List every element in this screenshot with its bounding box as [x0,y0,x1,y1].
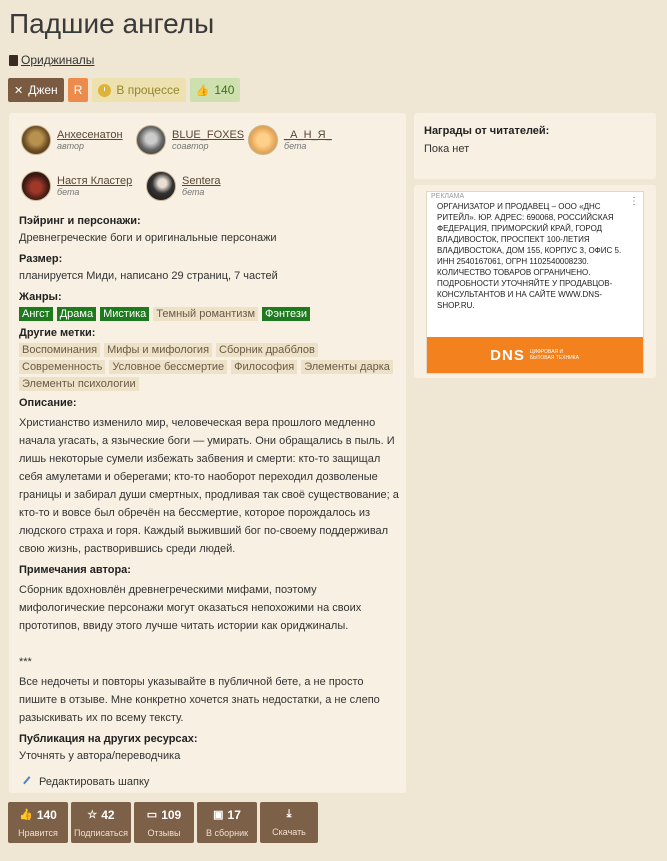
author-role: бета [182,187,205,197]
tag-item[interactable]: Сборник драбблов [216,343,318,357]
tag-item[interactable]: Воспоминания [19,343,100,357]
star-icon: ☆ [87,809,98,821]
work-header-panel [9,113,406,793]
author-role: соавтор [172,141,209,151]
genres-label: Жанры: [19,291,62,303]
like-button[interactable]: 👍 140 Нравится [8,802,68,843]
avatar[interactable] [21,125,51,155]
author-role: автор [57,141,85,151]
author-item[interactable] [21,171,132,201]
author-name[interactable]: Sentera [182,175,221,187]
subscribe-button[interactable]: ☆ 42 Подписаться [71,802,131,843]
advertisement-banner[interactable] [426,191,644,374]
ad-brand-bar [427,337,643,373]
avatar[interactable] [248,125,278,155]
reader-awards-panel [414,113,656,179]
genres-list [19,307,399,321]
avatar[interactable] [136,125,166,155]
genre-tag[interactable]: Ангст [19,307,53,321]
fandom-name[interactable]: Ориджиналы [21,53,95,67]
rating-badge[interactable]: R [68,78,89,102]
genre-tag[interactable]: Фэнтези [262,307,310,321]
author-item[interactable] [21,125,123,155]
genre-tag[interactable]: Темный романтизм [153,307,258,321]
more-options-icon[interactable]: ⋮ [629,196,639,207]
publication-label: Публикация на других ресурсах: [19,733,198,745]
ad-tagline: ЦИФРОВАЯ И БЫТОВАЯ ТЕХНИКА [529,349,579,361]
direction-icon: ✕ [14,84,24,97]
size-label: Размер: [19,253,63,265]
work-info [19,213,399,791]
author-item[interactable] [146,171,221,201]
tag-item[interactable]: Современность [19,360,105,374]
description-label: Описание: [19,397,77,409]
page-title: Падшие ангелы [9,8,215,39]
description-text: Христианство изменило мир, человеческая вера прошлого медленно начала угасать, а языческие боги — умирать. Они обращались в пыль. И лишь некоторые сумели избежать забвения и смерти: кто-то защищал себя амулетами и оберегами; кто-то наоборот переходил дозволеные границы и забирал души смертных, продливая так своё существование; а кто-то и вовсе был обречён на бессмертие, которое порождалось из людского страха и горя. Каждый выживший бог по-своему поддерживал свою жизнь, растворившись среди людей. [19,417,399,555]
author-item[interactable] [248,125,332,155]
awards-value: Пока нет [424,143,470,155]
author-name[interactable]: BLUE_FOXES [172,129,245,141]
thumbs-up-icon: 👍 [19,809,33,821]
author-name[interactable]: _А_Н_Я_ [284,129,332,141]
author-name[interactable]: Анхесенатон [57,129,123,141]
add-to-collection-button[interactable]: ▣ 17 В сборник [197,802,257,843]
author-role: бета [57,187,80,197]
save-icon: ▣ [213,809,224,821]
direction-badge[interactable]: ✕ Джен [8,78,64,102]
pairing-label: Пэйринг и персонажи: [19,215,141,227]
tag-item[interactable]: Мифы и мифология [104,343,212,357]
pairing-value[interactable]: Древнегреческие боги и оригинальные персонажи [19,232,277,244]
likes-badge[interactable]: 👍 140 [190,78,241,102]
actions-bar [8,802,318,843]
notes-text: Сборник вдохновлён древнегреческими мифами, поэтому мифологические персонажи могут оказаться непохожими на своих прототипов, ввиду этого лучше читать истории как ориджиналы. [19,584,362,632]
badges-row [8,78,240,102]
fandom-link[interactable] [9,53,94,67]
size-value: планируется Миди, написано 29 страниц, 7 частей [19,270,278,282]
clock-icon [98,84,111,97]
notes-separator: *** [19,656,32,668]
status-badge[interactable]: В процессе [92,78,185,102]
awards-title: Награды от читателей: [424,125,550,137]
author-role: бета [284,141,307,151]
author-name[interactable]: Настя Кластер [57,175,133,187]
author-item[interactable] [136,125,244,155]
reviews-button[interactable]: ▭ 109 Отзывы [134,802,194,843]
tags-label: Другие метки: [19,327,96,339]
book-icon [9,55,18,66]
download-button[interactable]: ⤓ Скачать [260,802,318,843]
tags-list [19,343,399,391]
tag-item[interactable]: Элементы психологии [19,377,139,391]
advertisement-panel [414,185,656,378]
thumbs-up-icon: 👍 [195,84,210,97]
tag-item[interactable]: Философия [231,360,297,374]
genre-tag[interactable]: Мистика [100,307,149,321]
download-icon: ⤓ [286,808,292,820]
avatar[interactable] [21,171,51,201]
comment-icon: ▭ [146,809,158,821]
ad-label: РЕКЛАМА [431,193,465,200]
avatar[interactable] [146,171,176,201]
ad-text: ОРГАНИЗАТОР И ПРОДАВЕЦ – ООО «ДНС РИТЕЙЛ». ЮР. АДРЕС: 690068, РОССИЙСКАЯ ФЕДЕРАЦИЯ, ПРИМОРСКИЙ КРАЙ, ГОРОД ВЛАДИВОСТОК, ПРОСПЕКТ 100-ЛЕТИЯ ВЛАДИВОСТОКА, ДОМ 155, КОРПУС 3, ОФИС 5. ИНН 2540167061, ОГРН 1102540008230. КОЛИЧЕСТВО ТОВАРОВ ОГРАНИЧЕНО. ПОДРОБНОСТИ УТОЧНЯЙТЕ У ПРОДАВЦОВ-КОНСУЛЬТАНТОВ И НА САЙТЕ WWW.DNS-SHOP.RU. [437,202,622,310]
notes-text: Все недочеты и повторы указывайте в публичной бете, а не просто пишите в отзыве. Мне конкретно хочется знать недостатки, а не слепо разыскивать их по всему тексту. [19,676,380,724]
dns-logo: DNS [490,346,525,364]
publication-value: Уточнять у автора/переводчика [19,750,181,762]
tag-item[interactable]: Условное бессмертие [109,360,227,374]
tag-item[interactable]: Элементы дарка [301,360,393,374]
pencil-icon [23,776,36,789]
notes-label: Примечания автора: [19,564,131,576]
edit-header-link[interactable]: Редактировать шапку [25,774,399,791]
genre-tag[interactable]: Драма [57,307,96,321]
